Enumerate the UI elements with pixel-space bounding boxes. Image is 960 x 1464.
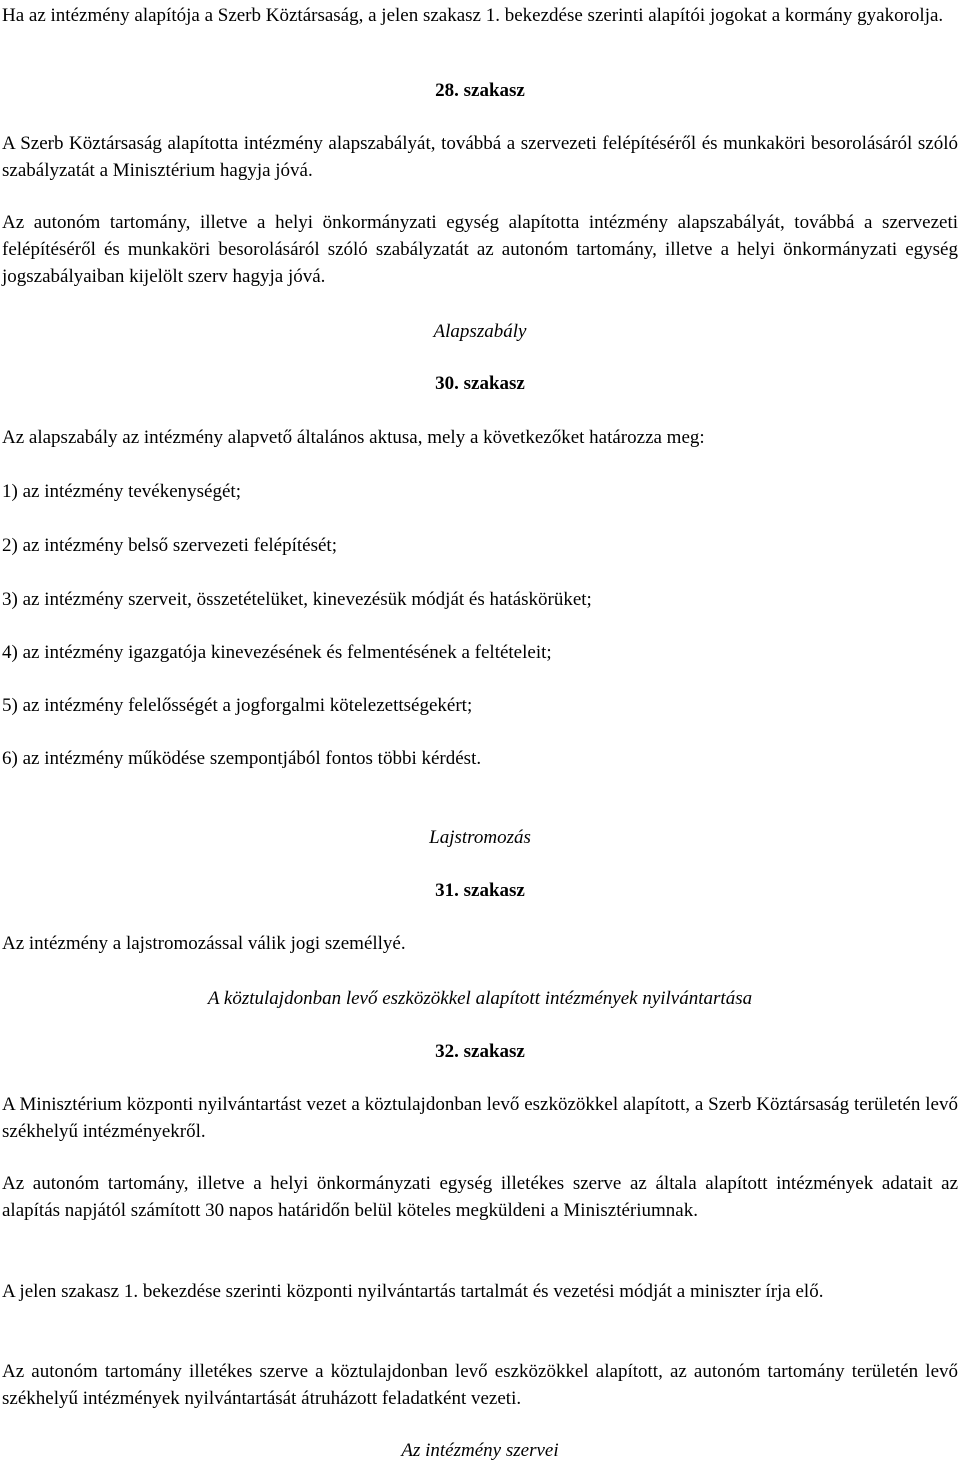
- section-heading-28: 28. szakasz: [435, 80, 525, 101]
- section-heading-32: 32. szakasz: [435, 1041, 525, 1062]
- list-item: 5) az intézmény felelősségét a jogforgalmi kötelezettségekért;: [2, 695, 473, 716]
- list-item: 1) az intézmény tevékenységét;: [2, 481, 241, 502]
- list-item: 2) az intézmény belső szervezeti felépítését;: [2, 535, 337, 556]
- paragraph-32-1: A Minisztérium központi nyilvántartást vezet a köztulajdonban levő eszközökkel alapított, a Szerb Köztársaság területén levő székhelyű intézményekről.: [2, 1094, 958, 1142]
- paragraph-intro: Ha az intézmény alapítója a Szerb Köztársaság, a jelen szakasz 1. bekezdése szerinti alapítói jogokat a kormány gyakorolja.: [2, 5, 944, 26]
- paragraph-32-3: A jelen szakasz 1. bekezdése szerinti központi nyilvántartás tartalmát és vezetési módját a miniszter írja elő.: [2, 1281, 824, 1302]
- paragraph-28-1: A Szerb Köztársaság alapította intézmény alapszabályát, továbbá a szervezeti felépítéséről és munkaköri besorolásáról szóló szabályzatát a Minisztérium hagyja jóvá.: [2, 133, 958, 181]
- subtitle-alapszabaly: Alapszabály: [433, 321, 527, 342]
- paragraph-31-1: Az intézmény a lajstromozással válik jogi személlyé.: [2, 933, 406, 954]
- section-heading-31: 31. szakasz: [435, 880, 525, 901]
- paragraph-32-4: Az autonóm tartomány illetékes szerve a köztulajdonban levő eszközökkel alapított, az autonóm tartomány területén levő székhelyű intézmények nyilvántartását átruházott feladatként vezeti.: [2, 1361, 958, 1409]
- section-heading-30: 30. szakasz: [435, 373, 525, 394]
- subtitle-lajstromozas: Lajstromozás: [429, 827, 531, 848]
- paragraph-32-2: Az autonóm tartomány, illetve a helyi önkormányzati egység illetékes szerve az általa alapított intézmények adatait az alapítás napjától számított 30 napos határidőn belül köteles megküldeni a Minisztériumnak.: [2, 1173, 958, 1221]
- paragraph-30-1: Az alapszabály az intézmény alapvető általános aktusa, mely a következőket határozza meg:: [2, 427, 705, 448]
- list-item: 4) az intézmény igazgatója kinevezésének és felmentésének a feltételeit;: [2, 642, 552, 663]
- list-item: 3) az intézmény szerveit, összetételüket, kinevezésük módját és hatáskörüket;: [2, 589, 592, 610]
- paragraph-28-2: Az autonóm tartomány, illetve a helyi önkormányzati egység alapította intézmény alapszabályát, továbbá a szervezeti felépítéséről és munkaköri besorolásáról szóló szabályzatát az autonóm tartomány, illetve a helyi önkormányzati egység jogszabályaiban kijelölt szerv hagyja jóvá.: [2, 212, 958, 287]
- subtitle-nyilvantartas: A köztulajdonban levő eszközökkel alapított intézmények nyilvántartása: [207, 988, 753, 1009]
- subtitle-szervei: Az intézmény szervei: [401, 1440, 559, 1461]
- list-item: 6) az intézmény működése szempontjából fontos többi kérdést.: [2, 748, 482, 769]
